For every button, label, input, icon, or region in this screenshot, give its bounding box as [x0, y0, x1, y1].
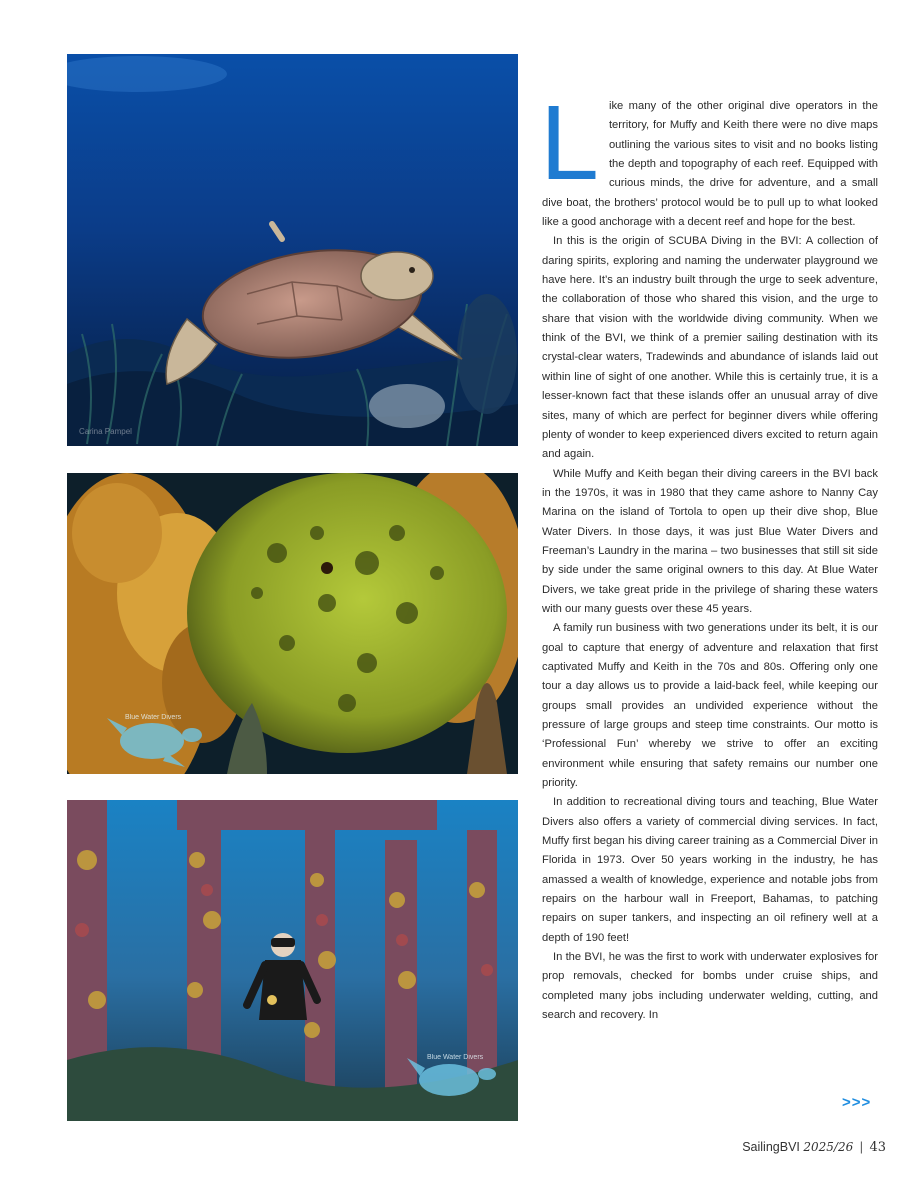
sea-turtle-illustration: [67, 54, 518, 446]
article-paragraph-2: In this is the origin of SCUBA Diving in the BVI: A collection of daring spirits, exploring and naming the underwater playground we have here. It’s an industry built through the urge to seek adventure, the collaboration of those who shared this vision, and the urge to share that vision with the worldwide diving community. When we think of the BVI, we think of a premier sailing destination with its crystal-clear waters, Tradewinds and abundance of islands laid out within line of sight of one another. While this is certainly true, it is a lesser-known fact that these islands offer an unusual array of dive sites, many of which are perfect for beginner divers while offering plenty of wonder to keep experienced divers excited to return again and again.: [542, 235, 878, 461]
magazine-name: SailingBVI: [742, 1140, 800, 1154]
folio-separator: |: [859, 1140, 863, 1154]
drop-cap: L: [540, 84, 599, 202]
watermark-text-2: Blue Water Divers: [427, 1054, 484, 1061]
continued-arrow-icon: >>>: [842, 1094, 872, 1111]
photo-credit: Carina Pampel: [79, 427, 132, 436]
issue-year: 2025/26: [803, 1140, 854, 1154]
paragraph-text: ike many of the other original dive operators in the territory, for Muffy and Keith there were no dive maps outlining the various sites to visit and no books listing the depth and topography of each reef. Equipped with curious minds, the drive for adventure, and a small dive boat, the brothers’ protocol would be to pull up to what looked like a good anchorage with a decent reef and hope for the best.: [542, 100, 878, 229]
article-paragraph-5: In addition to recreational diving tours and teaching, Blue Water Divers also offers a variety of commercial diving services. In fact, Muffy first began his diving career training as a Commercial Diver in Florida in 1973. Over 50 years working in the industry, he has amassed a wealth of knowledge, experience and notable jobs from repairs on the harbour wall in Freeport, Bahamas, to patching repairs on super tankers, and inspecting an oil refinery well at a depth of 190 feet!: [542, 796, 878, 944]
article-body: [540, 84, 878, 1026]
article-paragraph-1: [540, 84, 878, 232]
wreck-diver-illustration: [67, 800, 518, 1121]
photo-frogfish: [67, 473, 518, 774]
photo-diver-wreck: [67, 800, 518, 1121]
article-paragraph-6: In the BVI, he was the first to work with underwater explosives for prop removals, checked for bombs under cruise ships, and completed many jobs including underwater welding, cutting, and search and recovery. In: [542, 951, 878, 1022]
article-paragraph-4: A family run business with two generations under its belt, it is our goal to capture that energy of adventure and relaxation that first captivated Muffy and Keith in the 70s and 80s. Offering only one tour a day allows us to provide a laid-back feel, while keeping our groups small provides an undivided experience without the pressure of large groups and steep time constraints. Our motto is ‘Professional Fun’ whereby we strive to offer an exciting environment while ensuring that safety remains our number one priority.: [542, 622, 878, 790]
frogfish-illustration: [67, 473, 518, 774]
page-folio: [742, 1140, 886, 1155]
photo-sea-turtle: [67, 54, 518, 446]
watermark-text: Blue Water Divers: [125, 714, 182, 721]
article-paragraph-3: While Muffy and Keith began their diving careers in the BVI back in the 1970s, it was in 1980 that they came ashore to Nanny Cay Marina on the island of Tortola to open up their dive shop, Blue Water Divers. In those days, it was just Blue Water Divers and Freeman’s Laundry in the marina – two businesses that still sit side by side under the same original owners to this day. At Blue Water Divers, we take great pride in the privilege of sharing these waters with our many guests over these 45 years.: [542, 467, 878, 615]
page-number: 43: [869, 1140, 886, 1155]
